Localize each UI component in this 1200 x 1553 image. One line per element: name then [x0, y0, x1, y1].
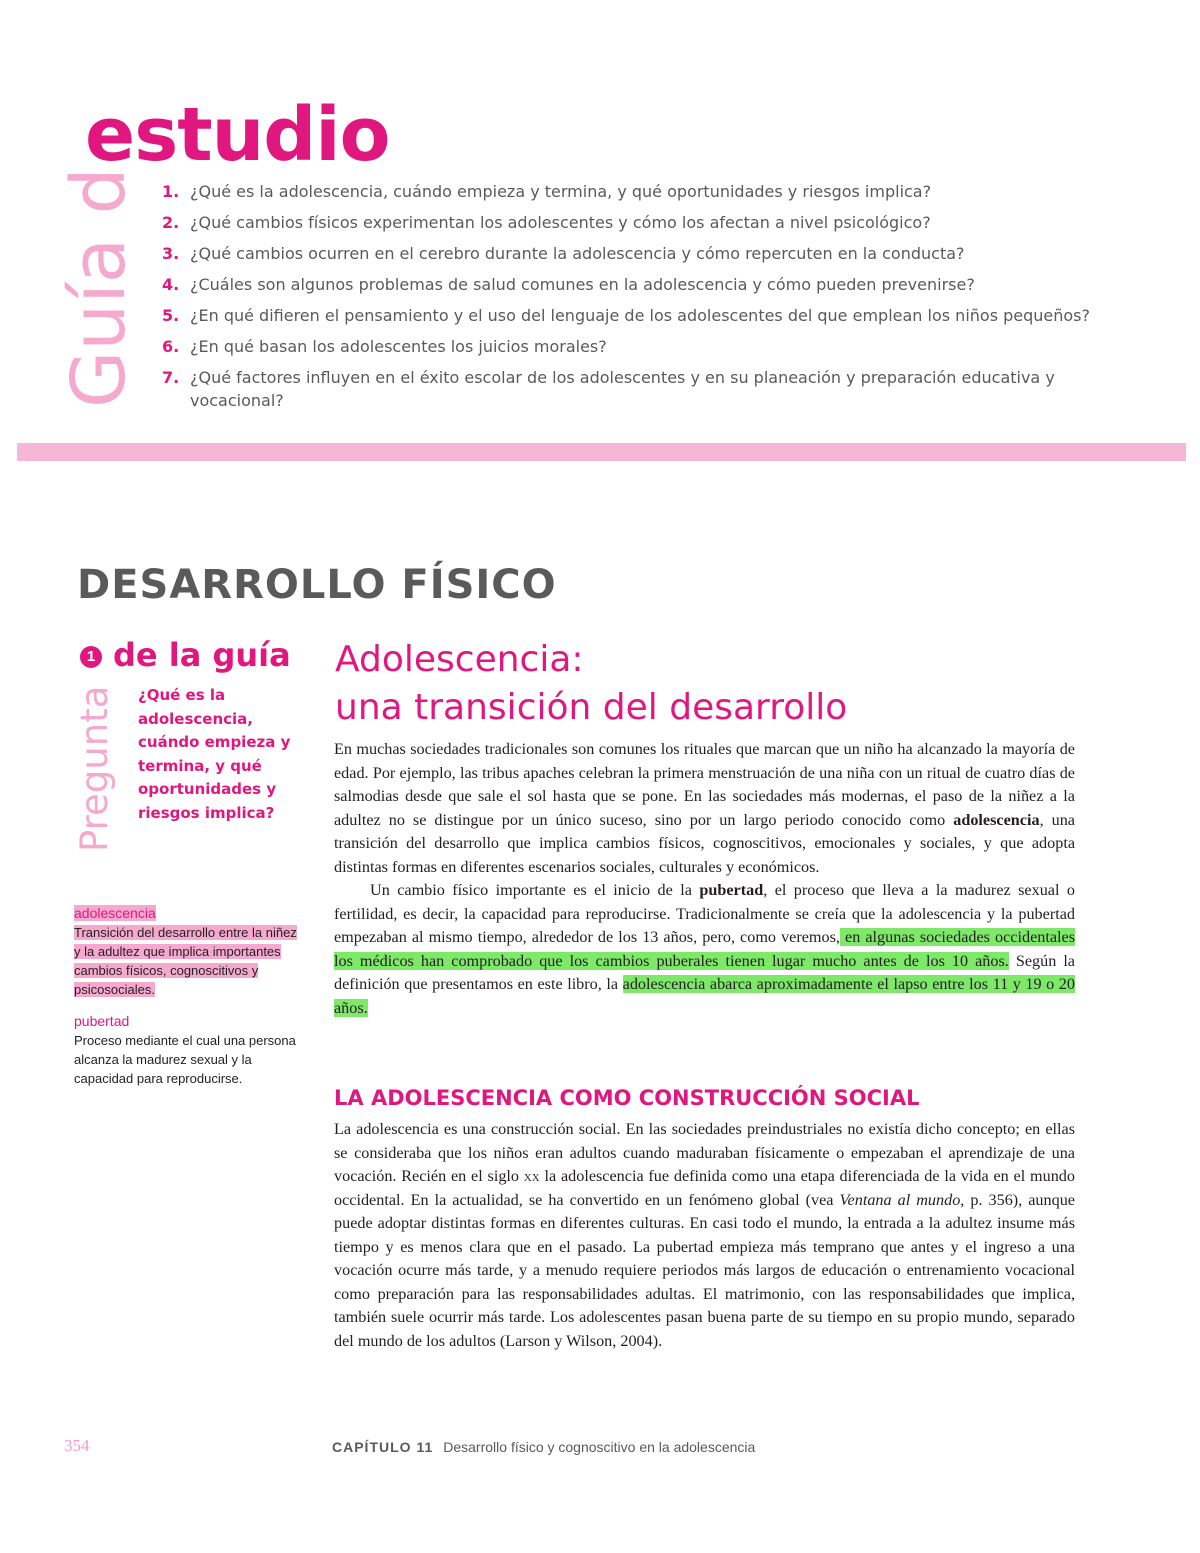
main-title-line-1: Adolescencia:: [335, 639, 584, 680]
social-construction-text: [334, 1118, 1075, 1353]
glossary-term: pubertad: [74, 1013, 130, 1029]
glossary-definition: Transición del desarrollo entre la niñez y la adultez que implica importantes cambios físicos, cognoscitivos y psicosociales.: [74, 925, 297, 997]
study-question: 1. ¿Qué es la adolescencia, cuándo empieza y termina, y qué oportunidades y riesgos implica?: [162, 182, 932, 201]
guide-question-number-badge: 1: [80, 646, 102, 668]
study-question: 6. ¿En qué basan los adolescentes los juicios morales?: [162, 337, 607, 356]
intro-text: [334, 738, 1075, 1020]
study-guide-title: estudio: [85, 92, 390, 178]
cross-reference: Ventana al mundo: [839, 1190, 961, 1209]
study-question: 7. ¿Qué factores influyen en el éxito escolar de los adolescentes y en su planeación y preparación educativa y vocacional?: [162, 368, 1055, 410]
section-heading: DESARROLLO FÍSICO: [77, 562, 557, 608]
highlighted-text: en algunas sociedades occidentales los médicos han comprobado que los cambios puberales tienen lugar mucho antes de los 10 años.: [334, 928, 1076, 970]
paragraph-1: En muchas sociedades tradicionales son comunes los rituales que marcan que un niño ha alcanzado la mayoría de edad. Por ejemplo, las tribus apaches celebran la primera menstruación de una niña con un ritual de cuatro días de salmodias desde que sale el sol hasta que se pone. En las sociedades más modernas, el paso de la niñez a la adultez no se distingue por un único suceso, sino por un largo periodo conocido como adolescencia, una transición del desarrollo que implica cambios físicos, cognoscitivos, emocionales y sociales, y que adopta distintas formas en diferentes escenarios sociales, culturales y económicos.: [334, 740, 1075, 876]
guide-question-text: ¿Qué es la adolescencia, cuándo empieza y termina, y qué oportunidades y riesgos implica?: [138, 686, 291, 822]
running-footer: [332, 1439, 755, 1455]
glossary-definition: Proceso mediante el cual una persona alcanza la madurez sexual y la capacidad para reproducirse.: [74, 1033, 296, 1086]
key-term-pubertad: pubertad: [699, 881, 764, 899]
study-question: 2. ¿Qué cambios físicos experimentan los adolescentes y cómo los afectan a nivel psicológico?: [162, 213, 931, 232]
main-title-line-2: una transición del desarrollo: [335, 687, 848, 728]
study-question: 3. ¿Qué cambios ocurren en el cerebro durante la adolescencia y cómo repercuten en la conducta?: [162, 244, 965, 263]
chapter-title: Desarrollo físico y cognoscitivo en la adolescencia: [443, 1439, 756, 1455]
subsection-heading: LA ADOLESCENCIA COMO CONSTRUCCIÓN SOCIAL: [334, 1086, 920, 1110]
page-number: 354: [64, 1436, 90, 1455]
paragraph-2: Un cambio físico importante es el inicio de la pubertad, el proceso que lleva a la madurez sexual o fertilidad, es decir, la capacidad para reproducirse. Tradicionalmente se creía que la adolescencia y la pubertad empezaban al mismo tiempo, alrededor de los 13 años, pero, como veremos, en algunas sociedades occidentales los médicos han comprobado que los cambios puberales tienen lugar mucho antes de los 10 años. Según la definición que presentamos en este libro, la adolescencia abarca aproximadamente el lapso entre los 11 y 19 o 20 años.: [334, 881, 1076, 1017]
main-title: [335, 636, 847, 732]
study-question: 4. ¿Cuáles son algunos problemas de salud comunes en la adolescencia y cómo pueden prevenirse?: [162, 275, 975, 294]
guide-question-title: de la guía: [113, 636, 291, 674]
header-divider-bar: [17, 443, 1186, 461]
pregunta-vertical-label: Pregunta: [73, 685, 116, 852]
study-guide-question-list: [162, 180, 1092, 420]
study-question: 5. ¿En qué difieren el pensamiento y el uso del lenguaje de los adolescentes del que emplean los niños pequeños?: [162, 306, 1091, 325]
guia-vertical-label: Guía d: [56, 167, 142, 408]
glossary-term: adolescencia: [74, 905, 156, 921]
glossary-entry-adolescencia: [74, 904, 306, 999]
key-term-adolescencia: adolescencia: [953, 810, 1040, 829]
glossary-entry-pubertad: [74, 1012, 306, 1088]
highlighted-text: adolescencia abarca aproximadamente el lapso entre los 11 y 19 o 20 años.: [334, 975, 1075, 1017]
paragraph-3: La adolescencia es una construcción social. En las sociedades preindustriales no existía dicho concepto; en ellas se consideraba que los niños eran adultos cuando maduraban físicamente o empezaban el aprendizaje de una vocación. Recién en el siglo xx la adolescencia fue definida como una etapa diferenciada de la vida en el mundo occidental. En la actualidad, se ha convertido en un fenómeno global (vea Ventana al mundo, p. 356), aunque puede adoptar distintas formas en diferentes culturas. En casi todo el mundo, la entrada a la adultez insume más tiempo y es menos clara que en el pasado. La pubertad empieza más temprano que antes y el ingreso a una vocación ocurre más tarde, y a menudo requiere periodos más largos de educación o entrenamiento vocacional como preparación para las responsabilidades adultas. El matrimonio, con las responsabilidades que implica, también suele ocurrir más tarde. Los adolescentes pasan buena parte de su tiempo en su propio mundo, separado del mundo de los adultos (Larson y Wilson, 2004).: [334, 1120, 1075, 1350]
chapter-label: CAPÍTULO 11: [332, 1439, 434, 1455]
